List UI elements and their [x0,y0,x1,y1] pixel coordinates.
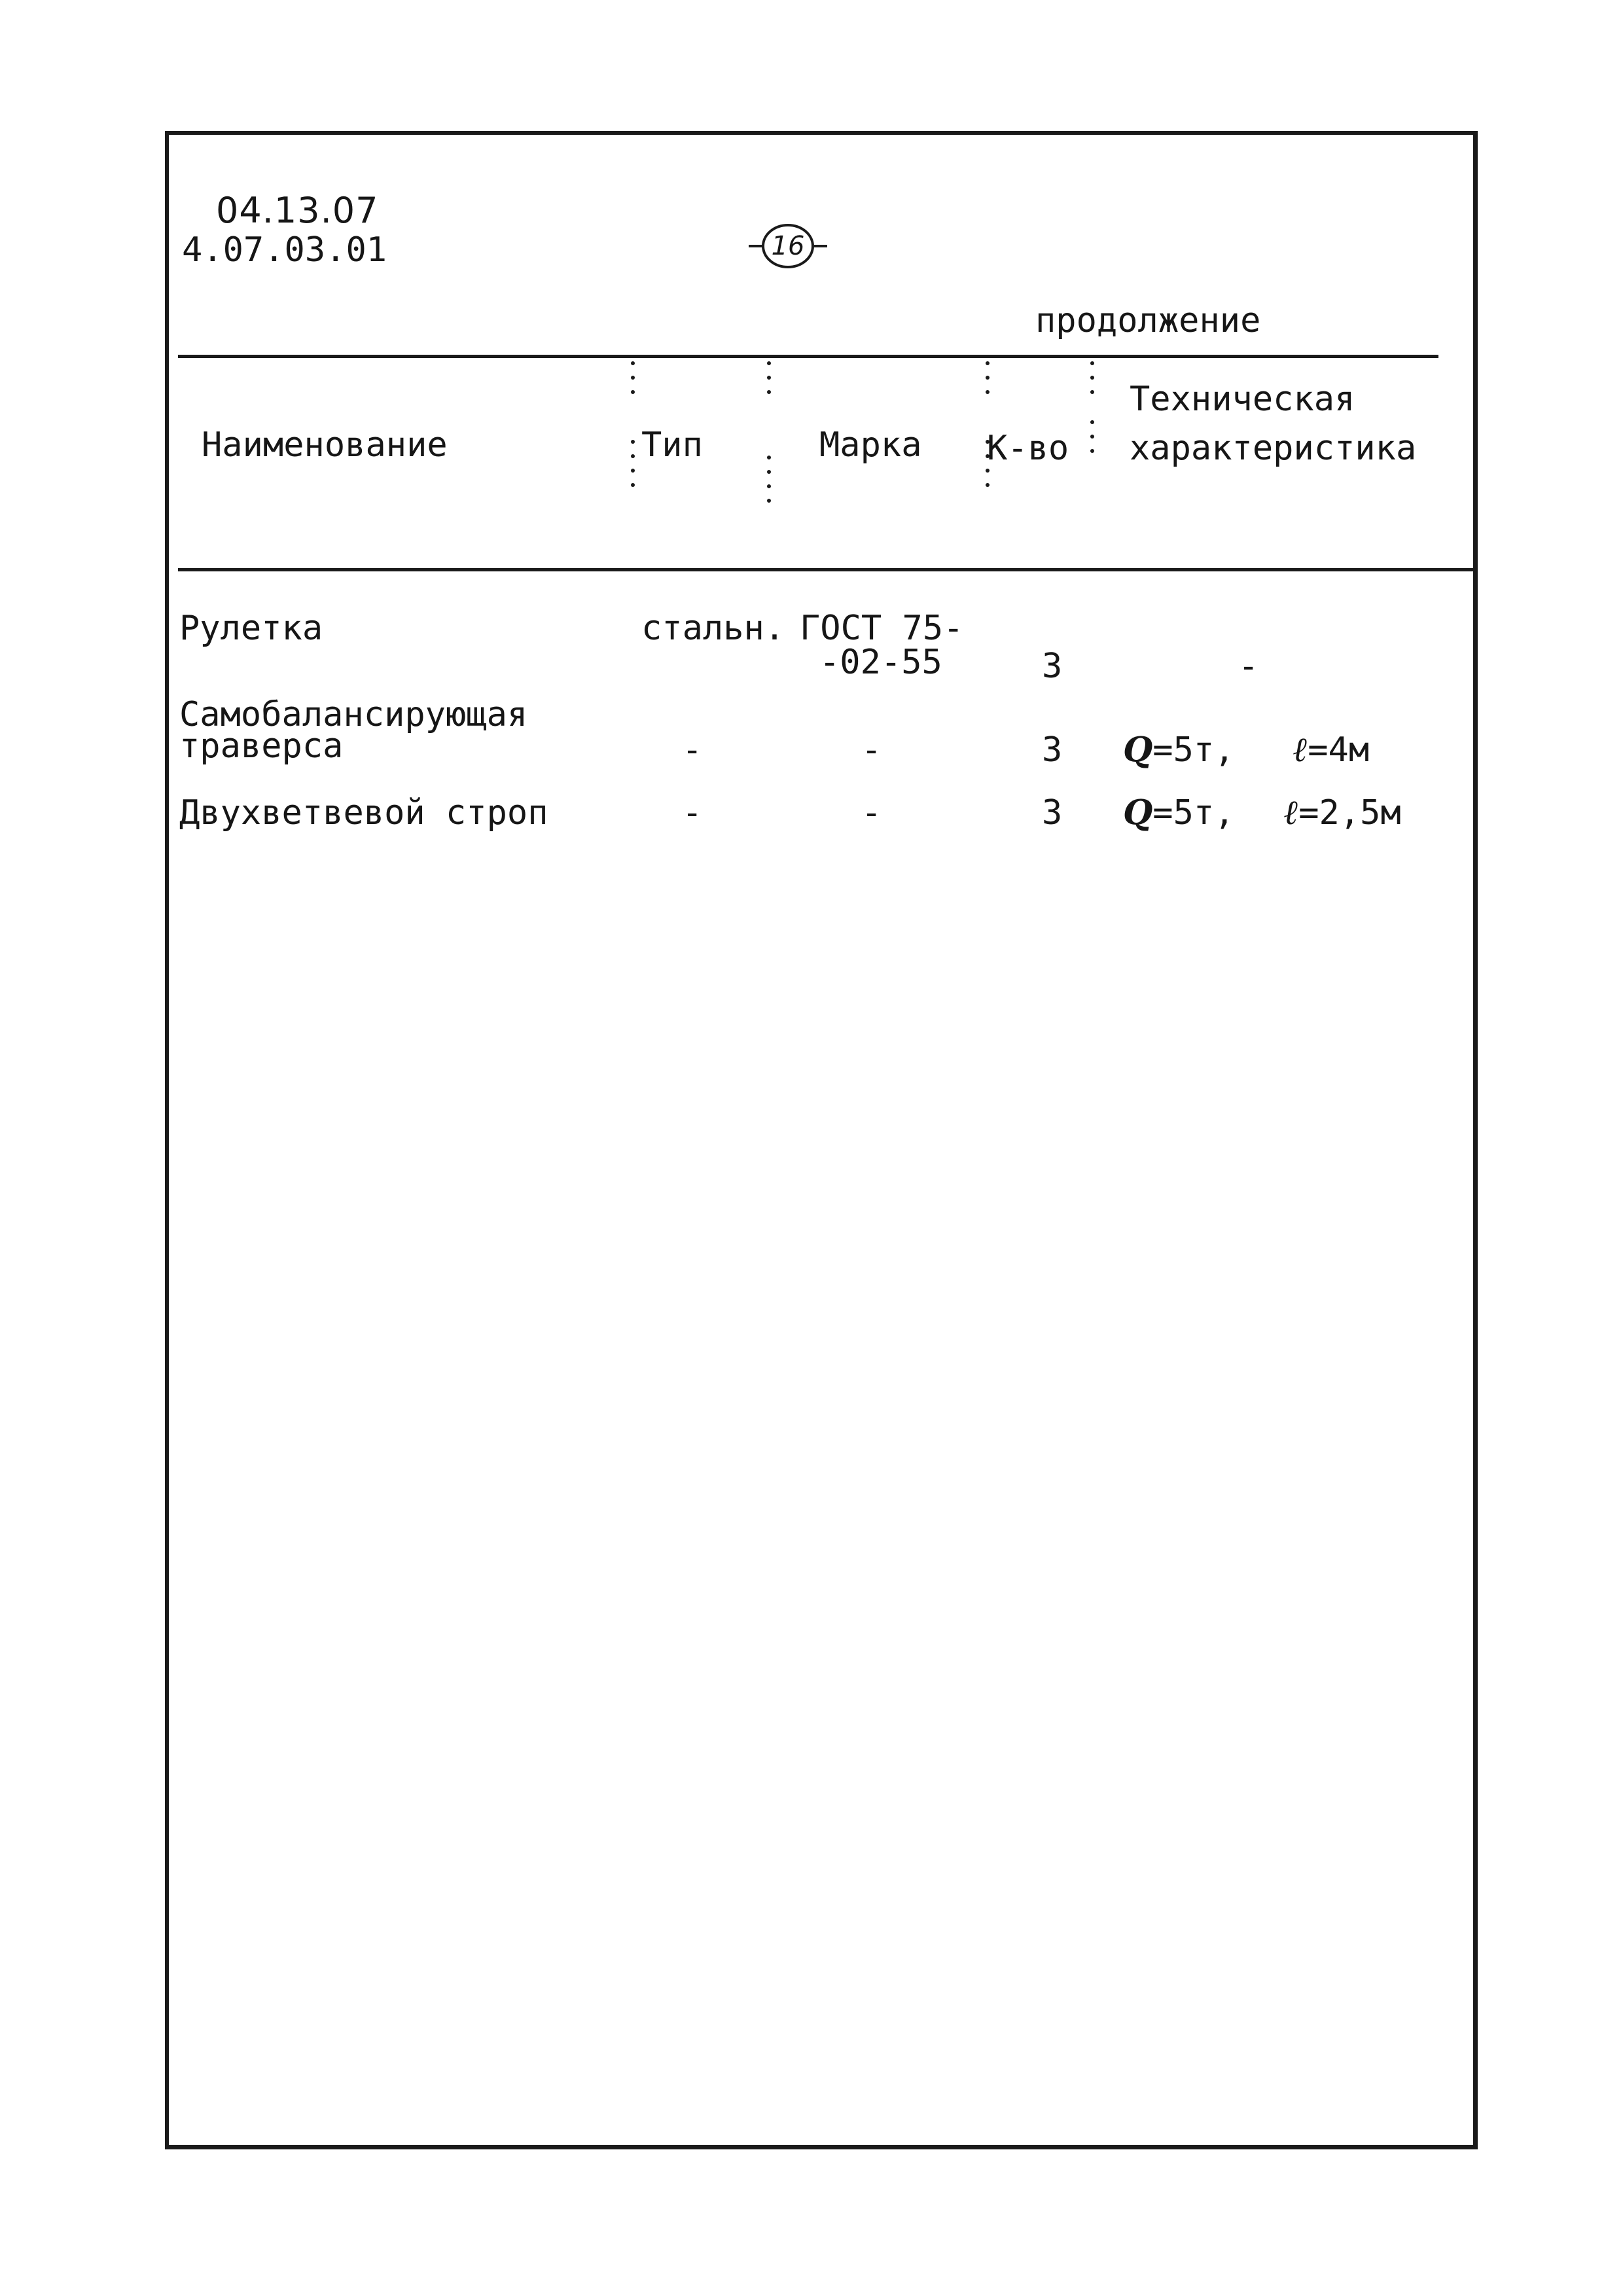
column-header-type: Тип [641,425,703,465]
row-2-name-line2: траверса [179,726,344,766]
length-symbol: ℓ [1284,793,1299,833]
column-header-qty: К-во [987,429,1069,468]
row-3-qty: 3 [1042,793,1063,833]
length-value: =2,5м [1298,793,1401,833]
column-header-tech-line1: Техническая [1130,380,1355,419]
column-header-mark: Марка [819,425,922,465]
row-1-tech: - [1238,647,1259,686]
table-header-bottom-rule [178,568,1474,571]
column-separator [631,361,635,497]
load-symbol: Q [1123,793,1153,833]
row-2-mark: - [861,730,882,770]
page-number: 16 [771,231,805,261]
row-3-tech-load [1123,793,1235,833]
load-value: =5т, [1152,793,1235,833]
row-2-tech-load [1123,730,1235,770]
length-value: =4м [1308,730,1370,770]
row-2-type: - [682,730,703,770]
row-1-type: стальн. [641,609,785,648]
page-number-stamp [747,219,829,273]
load-value: =5т, [1152,730,1235,770]
row-3-tech-length [1284,793,1401,833]
row-1-name: Рулетка [179,609,323,648]
row-3-type: - [682,793,703,833]
column-header-name: Наименование [202,425,448,465]
column-header-tech-line2: характеристика [1130,429,1417,468]
length-symbol: ℓ [1293,730,1308,770]
row-1-qty: 3 [1042,647,1063,686]
row-2-qty: 3 [1042,730,1063,770]
row-1-mark-line1: ГОСТ 75- [800,609,964,648]
row-3-name: Двухветвевой строп [179,793,548,833]
row-1-mark-line2: -02-55 [819,643,942,682]
row-2-tech-length [1293,730,1369,770]
table-top-rule [178,355,1438,358]
column-separator [767,361,771,513]
column-separator [1090,361,1094,463]
handwritten-code: 04.13.07 [216,190,379,231]
document-code: 4.07.03.01 [182,230,387,270]
row-3-mark: - [861,793,882,833]
load-symbol: Q [1123,730,1153,770]
row-2-name-line1: Самобалансирующая [179,695,528,734]
continuation-label: продолжение [1035,301,1261,340]
